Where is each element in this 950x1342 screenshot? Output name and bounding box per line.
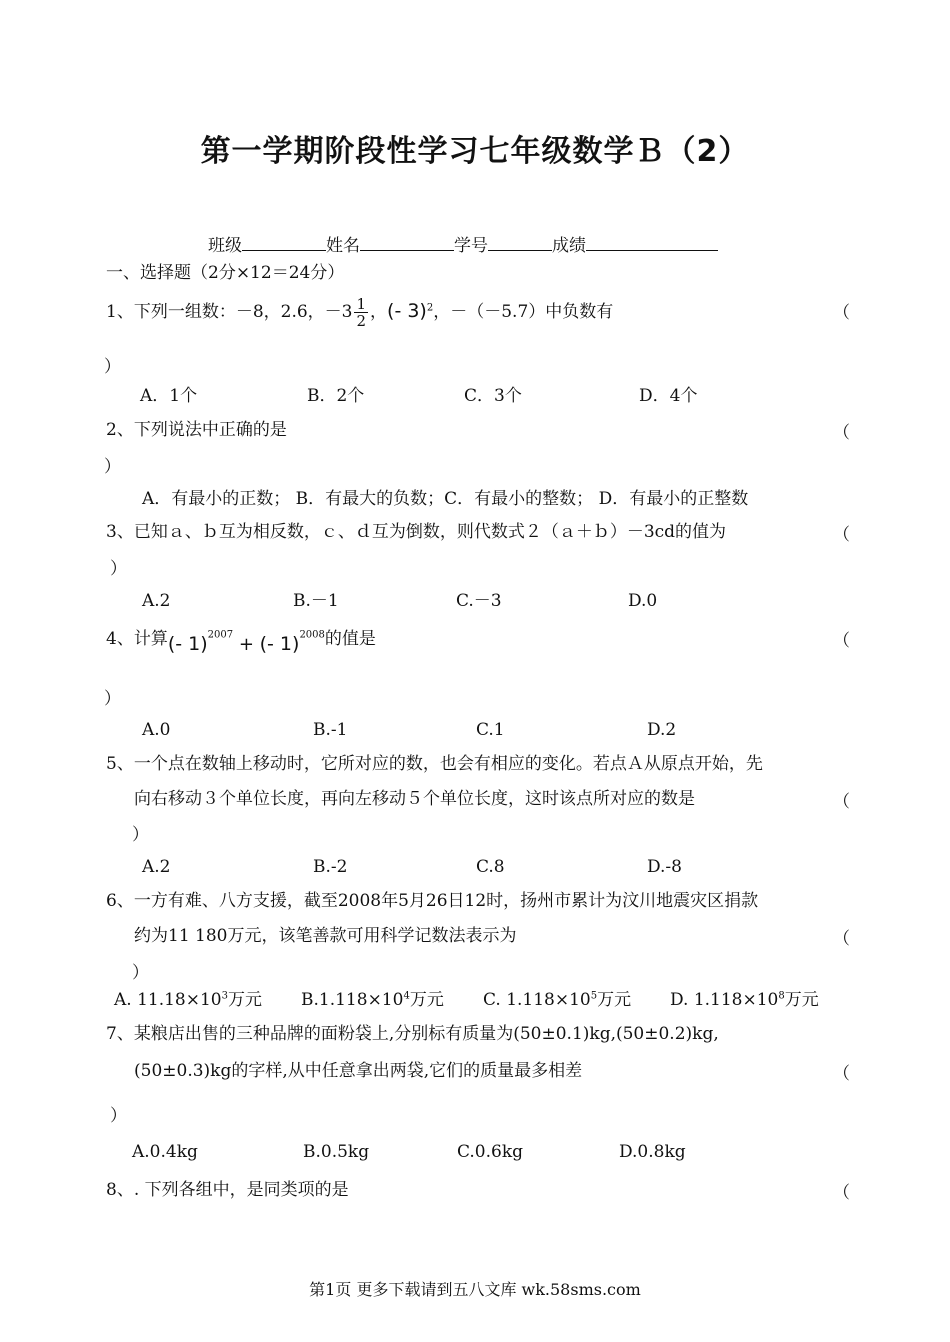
q5-option-a[interactable]: A.2 bbox=[142, 857, 171, 877]
q6-option-c-base: C. 1.118×10 bbox=[483, 990, 591, 1010]
q1-text-b: ，－（－5.7）中负数有 bbox=[433, 302, 614, 322]
question-3: 3、已知ａ、ｂ互为相反数，ｃ、ｄ互为倒数，则代数式２（ａ＋ｂ）－3cd的值为 bbox=[106, 522, 727, 542]
q4-expr-1: (- 1) bbox=[167, 633, 208, 655]
answer-open-paren: （ bbox=[833, 303, 850, 323]
q6-option-c-unit: 万元 bbox=[597, 990, 632, 1010]
id-blank[interactable] bbox=[488, 232, 552, 251]
student-info-line bbox=[208, 232, 718, 258]
q1-expr-exponent: 2 bbox=[426, 302, 434, 314]
answer-close-paren: ） bbox=[104, 357, 121, 377]
q4-option-c[interactable]: C.1 bbox=[476, 720, 505, 740]
q4-exponent-1: 2007 bbox=[207, 629, 234, 641]
answer-open-paren: （ bbox=[833, 1183, 850, 1203]
fraction-numerator: 1 bbox=[356, 295, 367, 313]
answer-open-paren: （ bbox=[833, 1064, 850, 1084]
class-label: 班级 bbox=[208, 236, 242, 256]
q1-text-a: 1、下列一组数：－8，2.6，－3 bbox=[106, 302, 353, 322]
fraction-denominator: 2 bbox=[356, 312, 367, 330]
answer-close-paren: ） bbox=[110, 559, 127, 579]
q3-option-a[interactable]: A.2 bbox=[142, 591, 171, 611]
answer-close-paren: ） bbox=[110, 1106, 127, 1126]
q3-option-c[interactable]: C.－3 bbox=[456, 591, 502, 611]
q6-option-b-exponent: 4 bbox=[403, 990, 410, 1002]
score-label: 成绩 bbox=[552, 236, 586, 256]
q6-option-b-unit: 万元 bbox=[409, 990, 444, 1010]
q4-option-a[interactable]: A.0 bbox=[142, 720, 171, 740]
answer-open-paren: （ bbox=[833, 423, 850, 443]
q4-text-a: 4、计算 bbox=[106, 629, 168, 649]
q6-option-a-exponent: 3 bbox=[221, 990, 229, 1002]
question-4 bbox=[106, 626, 376, 655]
q6-option-d-unit: 万元 bbox=[784, 990, 819, 1010]
q6-option-a[interactable] bbox=[114, 988, 262, 1012]
q1-option-a[interactable]: A．1个 bbox=[140, 386, 198, 406]
name-label: 姓名 bbox=[326, 236, 360, 256]
question-8: 8、. 下列各组中，是同类项的是 bbox=[106, 1180, 349, 1200]
q7-option-b[interactable]: B.0.5kg bbox=[303, 1142, 370, 1162]
question-5-line-1: 5、一个点在数轴上移动时，它所对应的数，也会有相应的变化。若点Ａ从原点开始，先 bbox=[106, 754, 763, 774]
question-6-line-2: 约为11 180万元，该笔善款可用科学记数法表示为 bbox=[134, 926, 517, 946]
q6-option-d[interactable] bbox=[670, 988, 819, 1012]
q6-option-c-exponent: 5 bbox=[590, 990, 598, 1002]
question-5-line-2: 向右移动３个单位长度，再向左移动５个单位长度，这时该点所对应的数是 bbox=[134, 789, 695, 809]
question-2: 2、下列说法中正确的是 bbox=[106, 420, 287, 440]
q3-option-d[interactable]: D.0 bbox=[628, 591, 658, 611]
q6-option-a-base: A. 11.18×10 bbox=[114, 990, 222, 1010]
q7-option-d[interactable]: D.0.8kg bbox=[619, 1142, 686, 1162]
q7-option-c[interactable]: C.0.6kg bbox=[457, 1142, 524, 1162]
answer-close-paren: ） bbox=[132, 963, 149, 983]
page-title: 第一学期阶段性学习七年级数学Ｂ（2） bbox=[200, 134, 750, 169]
answer-open-paren: （ bbox=[833, 929, 850, 949]
q1-option-c[interactable]: C．3个 bbox=[464, 386, 522, 406]
q4-plus: + bbox=[233, 634, 260, 655]
name-blank[interactable] bbox=[360, 232, 454, 251]
section-heading: 一、选择题（2分×12＝24分） bbox=[106, 263, 345, 283]
q4-exponent-2: 2008 bbox=[299, 629, 325, 641]
question-1 bbox=[106, 296, 613, 329]
q5-option-d[interactable]: D.-8 bbox=[647, 857, 682, 877]
q6-option-d-exponent: 8 bbox=[778, 990, 785, 1002]
q5-option-c[interactable]: C.8 bbox=[476, 857, 505, 877]
q4-option-b[interactable]: B.-1 bbox=[313, 720, 348, 740]
answer-close-paren: ） bbox=[104, 689, 121, 709]
question-7-line-1: 7、某粮店出售的三种品牌的面粉袋上,分别标有质量为(50±0.1)kg,(50±0.2)kg, bbox=[106, 1024, 719, 1044]
q4-option-d[interactable]: D.2 bbox=[647, 720, 677, 740]
fraction bbox=[354, 296, 368, 329]
q7-option-a[interactable]: A.0.4kg bbox=[132, 1142, 198, 1162]
q1-option-d[interactable]: D．4个 bbox=[639, 386, 698, 406]
q6-option-c[interactable] bbox=[483, 988, 631, 1012]
q2-options[interactable]: A．有最小的正数； B．有最大的负数；C．有最小的整数； D．有最小的正整数 bbox=[142, 489, 749, 509]
answer-open-paren: （ bbox=[833, 631, 850, 651]
question-6-line-1: 6、一方有难、八方支援，截至2008年5月26日12时，扬州市累计为汶川地震灾区捐款 bbox=[106, 891, 759, 911]
q6-option-d-base: D. 1.118×10 bbox=[670, 990, 779, 1010]
answer-open-paren: （ bbox=[833, 792, 850, 812]
score-blank[interactable] bbox=[586, 232, 718, 251]
answer-close-paren: ） bbox=[132, 825, 149, 845]
q6-option-b[interactable] bbox=[301, 988, 444, 1012]
q4-text-b: 的值是 bbox=[324, 629, 376, 649]
page-footer: 第1页 更多下载请到五八文库 wk.58sms.com bbox=[309, 1280, 641, 1299]
question-7-line-2: (50±0.3)kg的字样,从中任意拿出两袋,它们的质量最多相差 bbox=[134, 1061, 583, 1081]
q4-expr-2: (- 1) bbox=[259, 633, 300, 655]
q6-option-a-unit: 万元 bbox=[228, 990, 263, 1010]
q6-option-b-base: B.1.118×10 bbox=[301, 990, 404, 1010]
q5-option-b[interactable]: B.-2 bbox=[313, 857, 348, 877]
q1-option-b[interactable]: B．2个 bbox=[307, 386, 365, 406]
q1-comma: ， bbox=[370, 302, 388, 322]
class-blank[interactable] bbox=[242, 232, 326, 251]
q1-expr: (- 3) bbox=[387, 300, 427, 322]
answer-close-paren: ） bbox=[104, 457, 121, 477]
answer-open-paren: （ bbox=[833, 525, 850, 545]
q3-option-b[interactable]: B.－1 bbox=[293, 591, 339, 611]
id-label: 学号 bbox=[454, 236, 488, 256]
